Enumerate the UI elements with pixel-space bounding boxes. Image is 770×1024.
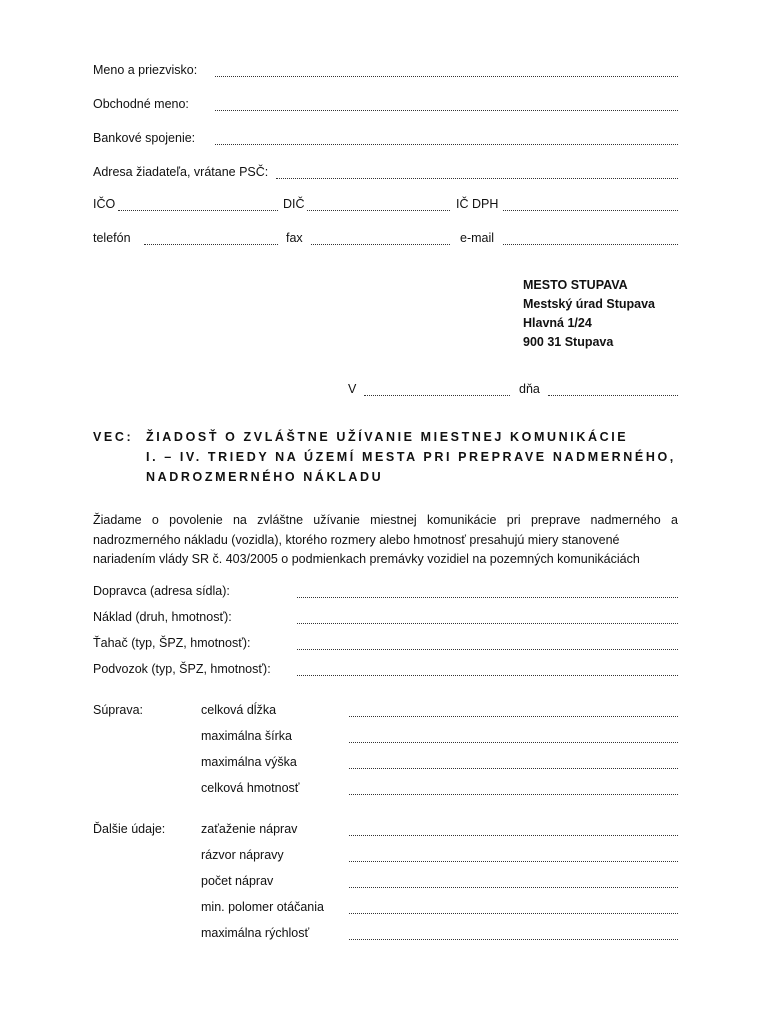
subject-heading — [146, 427, 676, 487]
fax-field[interactable] — [311, 244, 450, 245]
business-name-field[interactable] — [215, 110, 678, 111]
total-weight-field[interactable] — [349, 794, 678, 795]
place-field[interactable] — [364, 395, 510, 396]
subject-line-2: I. – IV. TRIEDY NA ÚZEMÍ MESTA PRI PREPRAVE NADMERNÉHO, — [146, 450, 676, 464]
icdph-label: IČ DPH — [456, 197, 499, 211]
address-label: Adresa žiadateľa, vrátane PSČ: — [93, 165, 269, 179]
combination-item-label: celková hmotnosť — [201, 781, 300, 795]
trailer-field[interactable] — [297, 675, 678, 676]
other-data-item-label: min. polomer otáčania — [201, 900, 324, 914]
fax-label: fax — [286, 231, 303, 245]
dic-label: DIČ — [283, 197, 305, 211]
request-text: Žiadame o povolenie na zvláštne užívanie miestnej komunikácie pri preprave nadmerného a nadrozmerného nákladu (vozidla), ktorého rozmery alebo hmotnosť presahujú miery stanovené — [93, 513, 678, 547]
tractor-field[interactable] — [297, 649, 678, 650]
turning-radius-field[interactable] — [349, 913, 678, 914]
max-width-field[interactable] — [349, 742, 678, 743]
request-text-last-line: nariadením vlády SR č. 403/2005 o podmienkach premávky vozidiel na pozemných komunikáciách — [93, 552, 640, 566]
recipient-line-3: Hlavná 1/24 — [523, 316, 592, 330]
icdph-field[interactable] — [503, 210, 678, 211]
email-field[interactable] — [503, 244, 678, 245]
dic-field[interactable] — [307, 210, 450, 211]
date-field[interactable] — [548, 395, 678, 396]
business-name-label: Obchodné meno: — [93, 97, 189, 111]
ico-label: IČO — [93, 197, 116, 211]
other-data-item-label: zaťaženie náprav — [201, 822, 298, 836]
carrier-label: Dopravca (adresa sídla): — [93, 584, 230, 598]
cargo-field[interactable] — [297, 623, 678, 624]
axle-load-field[interactable] — [349, 835, 678, 836]
subject-label: VEC: — [93, 430, 134, 444]
email-label: e-mail — [460, 231, 495, 245]
ico-field[interactable] — [118, 210, 278, 211]
recipient-line-1: MESTO STUPAVA — [523, 278, 628, 292]
phone-field[interactable] — [144, 244, 278, 245]
recipient-address — [523, 276, 655, 352]
total-length-field[interactable] — [349, 716, 678, 717]
request-paragraph — [93, 511, 678, 570]
combination-item-label: celková dĺžka — [201, 703, 277, 717]
combination-label: Súprava: — [93, 703, 144, 717]
other-data-item-label: rázvor nápravy — [201, 848, 284, 862]
wheelbase-field[interactable] — [349, 861, 678, 862]
subject-line-3: NADROZMERNÉHO NÁKLADU — [146, 470, 384, 484]
date-label: dňa — [519, 382, 540, 396]
tractor-label: Ťahač (typ, ŠPZ, hmotnosť): — [93, 636, 251, 650]
cargo-label: Náklad (druh, hmotnosť): — [93, 610, 232, 624]
subject-line-1: ŽIADOSŤ O ZVLÁŠTNE UŽÍVANIE MIESTNEJ KOMUNIKÁCIE — [146, 430, 629, 444]
trailer-label: Podvozok (typ, ŠPZ, hmotnosť): — [93, 662, 271, 676]
phone-label: telefón — [93, 231, 131, 245]
recipient-line-2: Mestský úrad Stupava — [523, 297, 655, 311]
name-label: Meno a priezvisko: — [93, 63, 198, 77]
other-data-label: Ďalšie údaje: — [93, 822, 166, 836]
max-height-field[interactable] — [349, 768, 678, 769]
bank-label: Bankové spojenie: — [93, 131, 196, 145]
other-data-item-label: maximálna rýchlosť — [201, 926, 310, 940]
name-field[interactable] — [215, 76, 678, 77]
axle-count-field[interactable] — [349, 887, 678, 888]
combination-item-label: maximálna výška — [201, 755, 297, 769]
max-speed-field[interactable] — [349, 939, 678, 940]
place-label: V — [348, 382, 357, 396]
address-field[interactable] — [276, 178, 678, 179]
combination-item-label: maximálna šírka — [201, 729, 292, 743]
carrier-field[interactable] — [297, 597, 678, 598]
recipient-line-4: 900 31 Stupava — [523, 335, 614, 349]
other-data-item-label: počet náprav — [201, 874, 274, 888]
bank-field[interactable] — [215, 144, 678, 145]
